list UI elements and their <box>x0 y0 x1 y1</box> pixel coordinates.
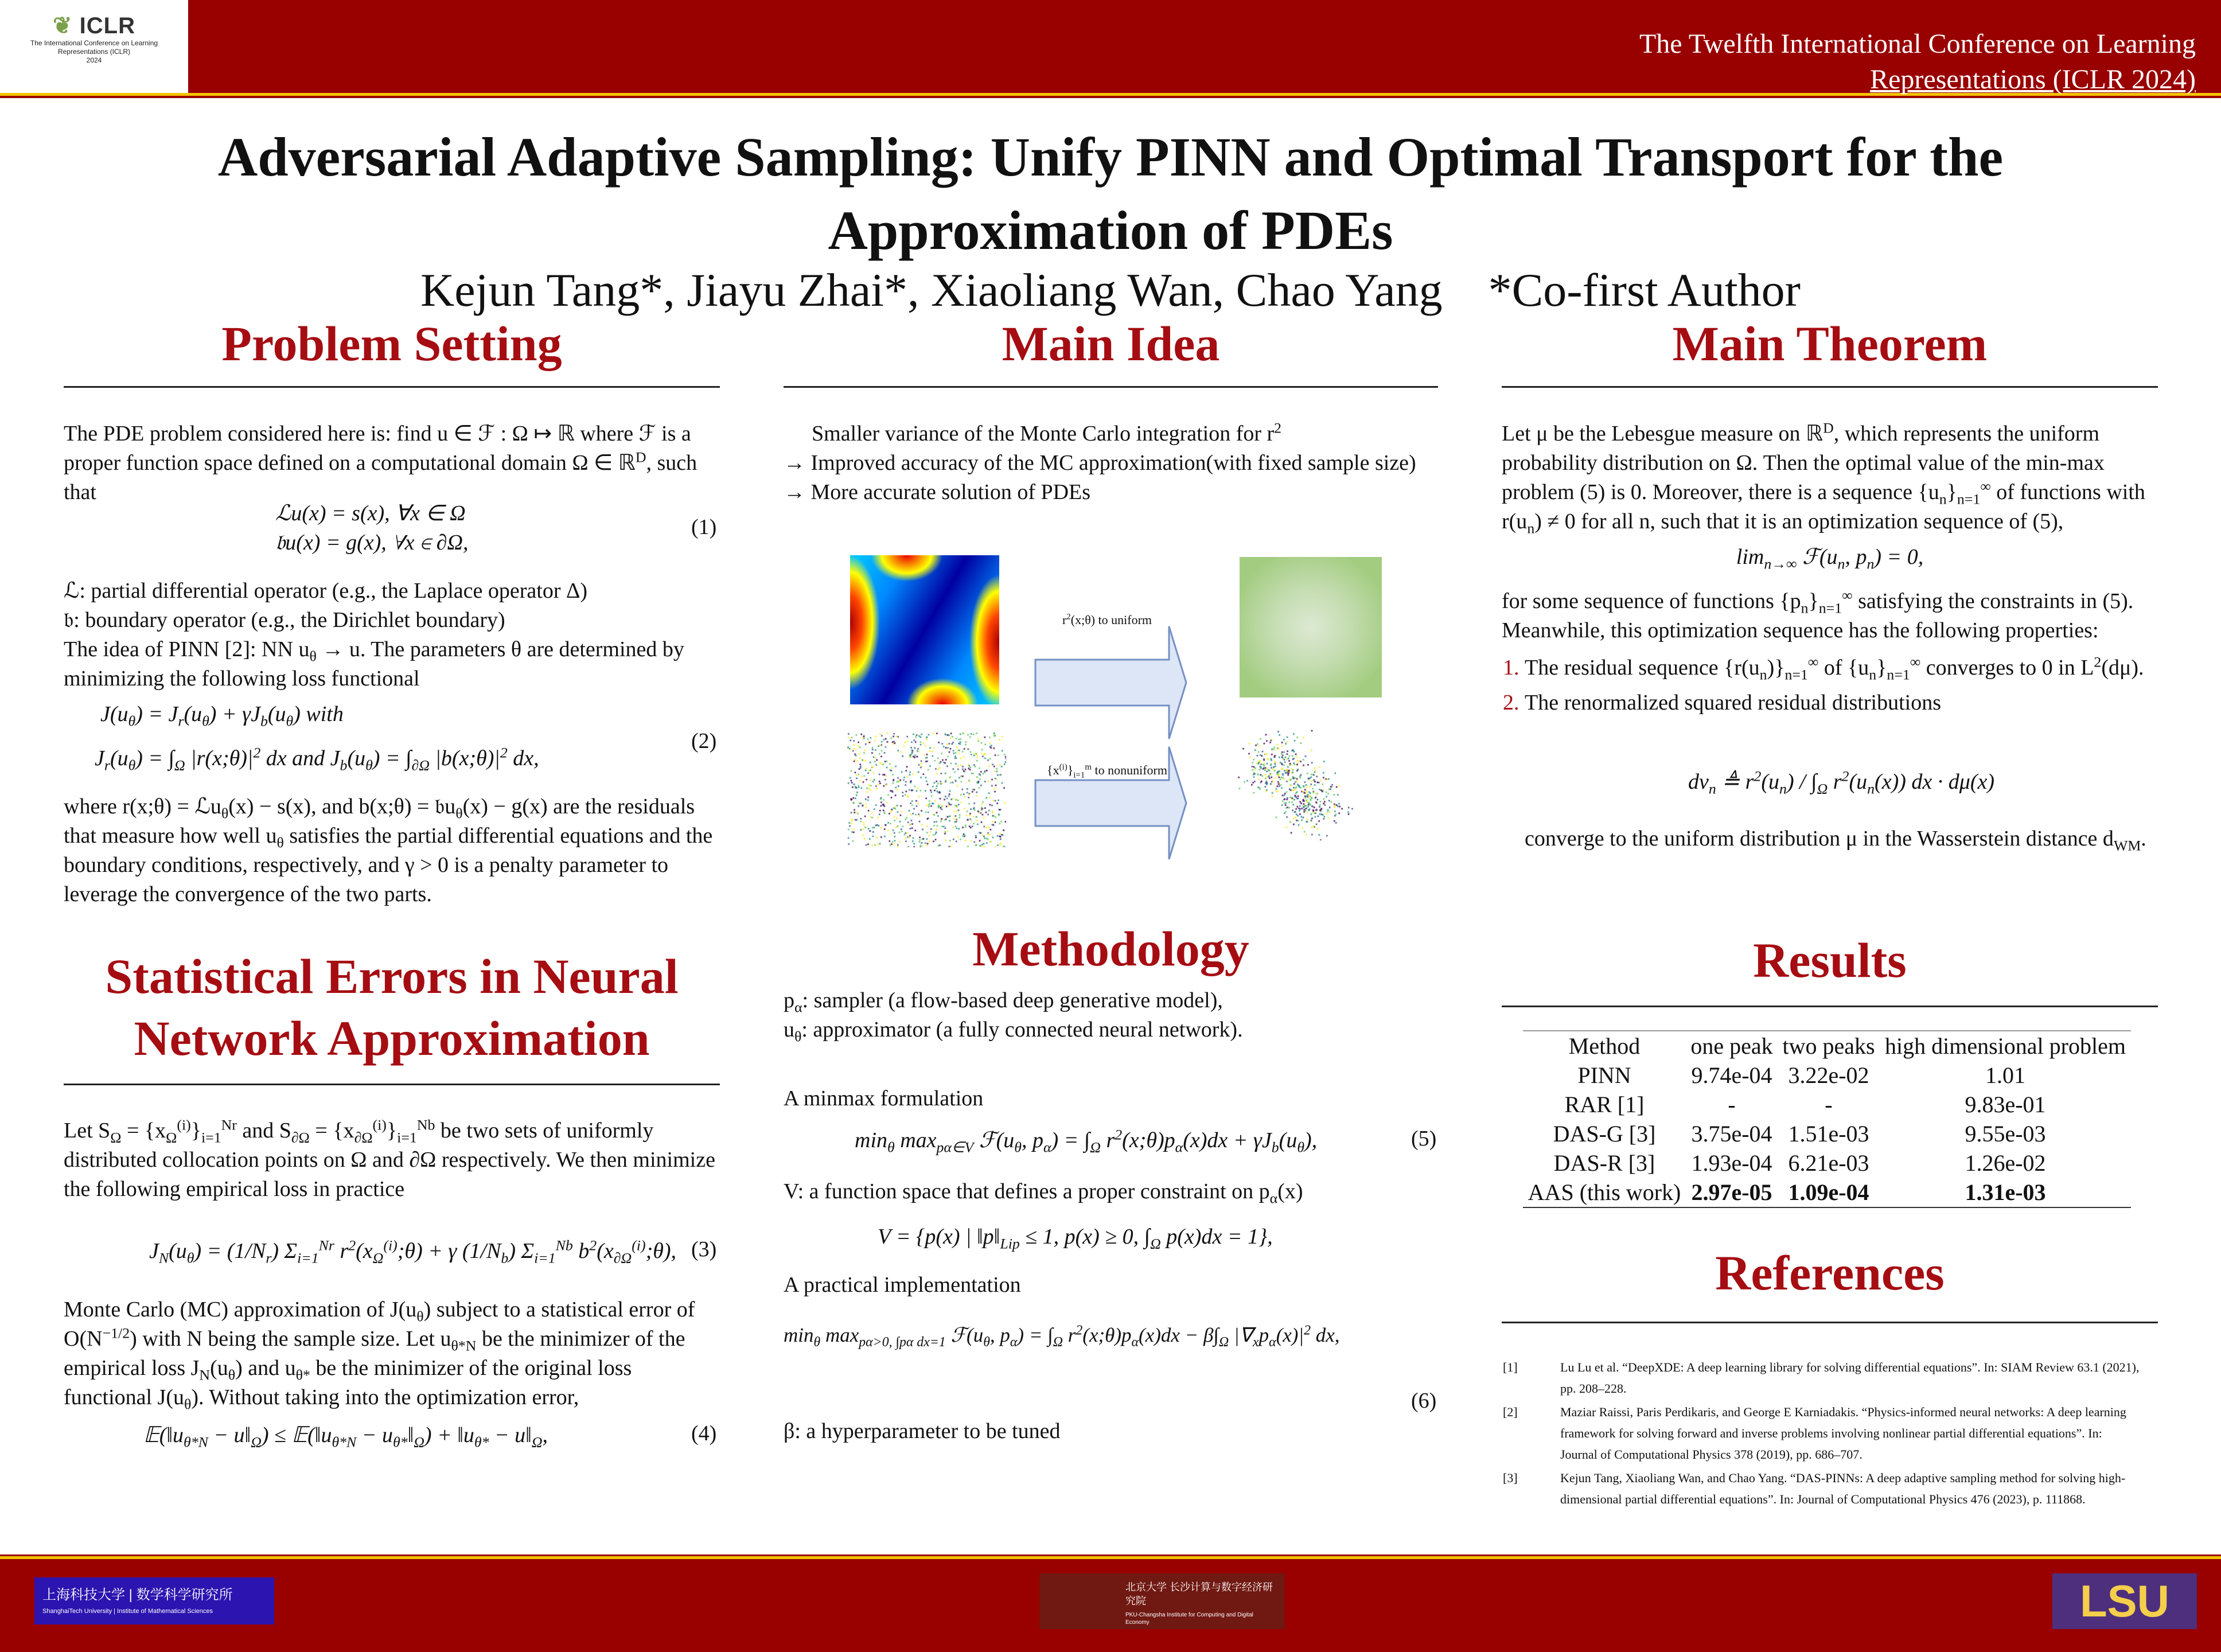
reference-text: Lu Lu et al. “DeepXDE: A deep learning library for solving differential equations”. In: SIAM Review 63.1 (2021), pp. 208–228. <box>1560 1360 2140 1396</box>
title-line: Adversarial Adaptive Sampling: Unify PINN and Optimal Transport for the <box>217 126 2004 188</box>
equation-number: (1) <box>691 515 717 539</box>
sampler-definition: $p_\alpha$: sampler (a flow-based deep generative model), <box>784 988 1223 1016</box>
lsu-logo: LSU <box>2052 1573 2197 1629</box>
section-rule <box>64 386 720 388</box>
logo-text: 北京大学 长沙计算与数字经济研究院 <box>1125 1581 1273 1607</box>
equation-3: $J_N(u_\theta) = (1/N_r)$ $\Sigma_{i=1}^{Nr}$ $r^2(x_\Omega^{(i)};\theta) + \gamma$ $(1/N_b)$ $\Sigma_{i=1}^{Nb}$ $b^2(x_{\partial\Omega}^{(i)};\theta)$, <box>149 1237 677 1267</box>
function-space-equation: V = {p(x) | $‖p‖_{Lip} \le 1$, p(x) ≥ 0, $\int_\Omega$ p(x)dx = 1}, <box>878 1225 1273 1252</box>
method-cell: AAS (this work) <box>1528 1179 1681 1205</box>
reference-number: [2] <box>1503 1405 1518 1419</box>
error-cell: 2.97e-05 <box>1691 1179 1772 1205</box>
property-item: 2. The renormalized squared residual distributions <box>1525 688 2181 718</box>
nonuniform-scatter-plot <box>1228 720 1365 840</box>
collocation-text: Let $S_\Omega = \{x_\Omega^{(i)}\}_{i=1}^{Nr}$ and $S_{\partial\Omega} = \{x_{\partial\Omega}^{(i)}\}_{i=1}^{Nb}$ be two sets of uniformly distributed collocation points on Ω and ∂Ω respectively. We then minimize the following empirical loss in practice <box>64 1116 715 1201</box>
reference-list <box>1503 1357 2140 1512</box>
section-heading-results: Results <box>1753 933 1907 988</box>
error-cell: 3.22e-02 <box>1788 1062 1869 1088</box>
section-heading-main-idea: Main Idea <box>1002 316 1220 371</box>
reference-item <box>1503 1401 2140 1465</box>
iclr-logo <box>0 0 188 93</box>
idea-line: → More accurate solution of PDEs <box>784 480 1091 504</box>
mc-error-text: Monte Carlo (MC) approximation of $J(u_\theta)$ subject to a statistical error of $O(N^{-1/2})$ with N being the sample size. Let $u_{\theta*N}$ be the minimizer of the empirical loss $J_N(u_\theta)$ and $u_{\theta*}$ be the minimizer of the original loss functional $J(u_\theta)$. Without taking into the optimization error, <box>64 1298 695 1413</box>
definition-line: The idea of PINN [2]: NN $u_\theta \to u$. The parameters θ are determined by minimizing the following loss functional <box>64 637 684 691</box>
logo-subtitle: Representations (ICLR) <box>57 48 131 56</box>
convergence-text: converge to the uniform distribution μ in the Wasserstein distance $d_{WM}$. <box>1525 827 2146 854</box>
conference-line: The Twelfth International Conference on Learning <box>1639 29 2196 59</box>
problem-definitions <box>64 576 720 693</box>
section-rule <box>1502 1322 2158 1323</box>
table-row <box>1523 1178 2131 1207</box>
idea-line: Smaller variance of the Monte Carlo integration for $r^2$ <box>812 419 1282 446</box>
minmax-label: A minmax formulation <box>784 1086 984 1111</box>
right-arrow-icon <box>1034 625 1189 740</box>
column-header: one peak <box>1690 1033 1773 1059</box>
error-cell: 6.21e-03 <box>1788 1150 1869 1176</box>
equation-2a: $J(u_\theta) = J_r(u_\theta) + \gamma J_b(u_\theta)$ with <box>100 702 344 730</box>
uniform-distribution-image <box>1240 557 1382 698</box>
renormalized-distribution-equation: $d\nu_n$ ≜ $r^2(u_n) / \int_\Omega$ $r^2(u_n(x))$ dx · dμ(x) <box>1688 767 1994 797</box>
idea-line: → Improved accuracy of the MC approximation(with fixed sample size) <box>784 451 1416 475</box>
authors <box>0 263 2221 318</box>
equation-number: (2) <box>691 729 717 753</box>
poster-title <box>0 120 2221 267</box>
section-heading-problem-setting: Problem Setting <box>221 316 562 371</box>
footer-gold-stripe <box>0 1556 2221 1559</box>
problem-intro: The PDE problem considered here is: find u ∈ ℱ : Ω ↦ ℝ where ℱ is a proper function space defined on a computational domain Ω ∈ ℝ$^D$, such that <box>64 422 698 504</box>
pku-changsha-logo <box>1039 1573 1285 1629</box>
practical-label: A practical implementation <box>784 1273 1021 1297</box>
error-cell: 1.51e-03 <box>1788 1121 1869 1147</box>
section-rule <box>784 386 1438 388</box>
logo-text: PKU-Changsha Institute for Computing and Digital Economy <box>1125 1612 1253 1626</box>
error-cell: 1.01 <box>1985 1062 2025 1088</box>
section-heading-methodology: Methodology <box>972 921 1249 976</box>
error-cell: 1.26e-02 <box>1965 1150 2046 1176</box>
equation-number: (5) <box>1411 1127 1437 1151</box>
equation-6: $\min_\theta \max_{p\alpha>0, \int p\alpha dx=1}$ $ℱ(u_\theta$, $p_\alpha) = \int_\Omega$ $r^2(x;\theta)p_\alpha(x)dx - \beta\int_\Omega$ $|\nabla_xp_\alpha(x)|^2$ dx, <box>784 1323 1340 1350</box>
error-cell: 9.74e-04 <box>1691 1062 1772 1088</box>
equation-1-line: 𝔟u(x) = g(x), ∀x ∈ ∂Ω, <box>275 531 469 555</box>
shanghaitech-logo <box>34 1577 274 1624</box>
arrow-label-nonuniform: $\{x^{(i)}\}_{i=1}^m$ to nonuniform <box>1047 762 1167 780</box>
author-list: Kejun Tang*, Jiayu Zhai*, Xiaoliang Wan, Chao Yang <box>420 264 1443 316</box>
reference-item <box>1503 1357 2140 1399</box>
table-row <box>1523 1090 2131 1119</box>
limit-equation: $\lim_{n\to\infty}$ $ℱ(u_n$, $p_n) = 0$, <box>1736 545 1924 572</box>
logo-text: 上海科技大学 | 数学科学研究所 <box>42 1587 233 1603</box>
theorem-continuation: for some sequence of functions $\{p_n\}_{n=1}^\infty$ satisfying the constraints in (5). Meanwhile, this optimization sequence has the following properties: <box>1502 587 2134 642</box>
conference-name <box>1507 26 2196 98</box>
logo-subtitle: The International Conference on Learning <box>30 39 158 47</box>
error-cell: 3.75e-04 <box>1691 1121 1772 1147</box>
equation-2b: $J_r(u_\theta) = \int_\Omega$ $|r(x;\theta)|^2$ dx and $J_b(u_\theta) = \int_{\partial\Omega}$ $|b(x;\theta)|^2$ dx, <box>95 744 539 774</box>
conference-line: Representations (ICLR 2024) <box>1870 64 2196 95</box>
co-first-note: *Co-first Author <box>1488 264 1801 316</box>
results-table <box>1523 1031 2131 1207</box>
property-item: 1. The residual sequence $\{r(u_n)\}_{n=1}^\infty$ of $\{u_n\}_{n=1}^\infty$ converges to 0 in $L^2(d\mu)$. <box>1525 653 2181 683</box>
column-header: high dimensional problem <box>1885 1033 2126 1059</box>
error-cell: - <box>1825 1092 1833 1117</box>
method-cell: DAS-G [3] <box>1553 1121 1656 1147</box>
error-cell: 1.09e-04 <box>1788 1179 1869 1205</box>
method-cell: PINN <box>1577 1062 1631 1088</box>
iclr-logo-text: ❦ ICLR <box>53 13 135 38</box>
arrow-label-uniform: $r^2(x;\theta)$ to uniform <box>1062 612 1152 627</box>
right-arrow-icon <box>1034 746 1189 860</box>
reference-number: [3] <box>1503 1471 1518 1485</box>
heading-line: Statistical Errors in Neural <box>105 949 679 1004</box>
column-header: two peaks <box>1782 1033 1875 1059</box>
reference-number: [1] <box>1503 1360 1518 1374</box>
residual-heatmap <box>850 555 999 704</box>
table-header-row <box>1523 1031 2131 1061</box>
table-row <box>1523 1061 2131 1090</box>
section-rule <box>1502 386 2158 388</box>
approximator-definition: $u_\theta$: approximator (a fully connected neural network). <box>784 1018 1243 1045</box>
column-header: Method <box>1568 1033 1641 1059</box>
iclr-leaf-icon: ❦ <box>53 13 73 38</box>
residual-explanation: where r(x;θ) = ℒu$_\theta$(x) − s(x), and b(x;θ) = 𝔟u$_\theta$(x) − g(x) are the residuals that measure how well $u_\theta$ satisfies the partial differential equations and the boundary conditions, respectively, and γ > 0 is a penalty parameter to leverage the convergence of the two parts. <box>64 794 713 906</box>
function-space-definition: V: a function space that defines a proper constraint on $p_\alpha(x)$ <box>784 1179 1303 1207</box>
section-heading-main-theorem: Main Theorem <box>1672 316 1988 371</box>
heading-line: Network Approximation <box>134 1011 650 1066</box>
method-cell: DAS-R [3] <box>1553 1150 1655 1176</box>
equation-4: $𝔼(‖u_{\theta*N}$ − $u‖_\Omega$) ≤ $𝔼(‖u_{\theta*N}$ − $u_{\theta*}‖_\Omega$) + $‖u_{\theta*}$ − $u‖_\Omega$, <box>143 1423 548 1451</box>
error-cell: 9.83e-01 <box>1965 1092 2046 1117</box>
error-cell: 1.93e-04 <box>1691 1150 1772 1176</box>
method-cell: RAR [1] <box>1564 1092 1645 1117</box>
reference-item <box>1503 1467 2140 1510</box>
table-row <box>1523 1119 2131 1148</box>
reference-text: Maziar Raissi, Paris Perdikaris, and George E Karniadakis. “Physics-informed neural networks: A deep learning framework for solving forward and inverse problems involving nonlinear partial differential equations”. In: Journal of Computational Physics 378 (2019), pp. 686–707. <box>1560 1405 2126 1462</box>
table-row <box>1523 1148 2131 1178</box>
reference-text: Kejun Tang, Xiaoliang Wan, and Chao Yang. “DAS-PINNs: A deep adaptive sampling method for solving high-dimensional partial differential equations”. In: Journal of Computational Physics 476 (2023), p. 111868. <box>1560 1471 2126 1506</box>
section-heading-statistical-errors <box>64 945 720 1069</box>
section-rule <box>64 1084 720 1085</box>
results-table-wrap <box>1523 1030 2131 1208</box>
equation-number: (6) <box>1411 1389 1437 1413</box>
definition-line: 𝔟: boundary operator (e.g., the Dirichlet boundary) <box>64 608 505 632</box>
section-heading-references: References <box>1715 1245 1945 1300</box>
uniform-scatter-plot <box>847 733 1006 847</box>
title-line: Approximation of PDEs <box>828 200 1393 261</box>
definition-line: ℒ: partial differential operator (e.g., the Laplace operator Δ) <box>64 579 588 603</box>
section-rule <box>1502 1006 2158 1007</box>
error-cell: - <box>1728 1092 1736 1117</box>
theorem-properties <box>1525 653 2181 718</box>
equation-number: (3) <box>691 1237 717 1261</box>
error-cell: 1.31e-03 <box>1965 1179 2046 1205</box>
logo-text: ShanghaiTech University | Institute of Mathematical Sciences <box>42 1608 213 1615</box>
error-cell: 9.55e-03 <box>1965 1121 2046 1147</box>
equation-number: (4) <box>691 1421 717 1446</box>
logo-subtitle: 2024 <box>86 56 102 64</box>
equation-5: $\min_\theta \max_{p\alpha\in V}$ $ℱ(u_\theta$, $p_\alpha) = \int_\Omega$ $r^2(x;\theta)p_\alpha(x)dx + \gamma J_b(u_\theta)$, <box>855 1126 1318 1156</box>
theorem-statement: Let μ be the Lebesgue measure on ℝ$^D$, which represents the uniform probability distribution on Ω. Then the optimal value of the min-max problem (5) is 0. Moreover, there is a sequence $\{u_n\}_{n=1}^\infty$ of functions with $r(u_n) \ne 0$ for all n, such that it is an optimization sequence of (5), <box>1502 419 2145 537</box>
equation-1-line: ℒu(x) = s(x), ∀x ∈ Ω <box>275 501 466 525</box>
beta-definition: β: a hyperparameter to be tuned <box>784 1419 1061 1443</box>
